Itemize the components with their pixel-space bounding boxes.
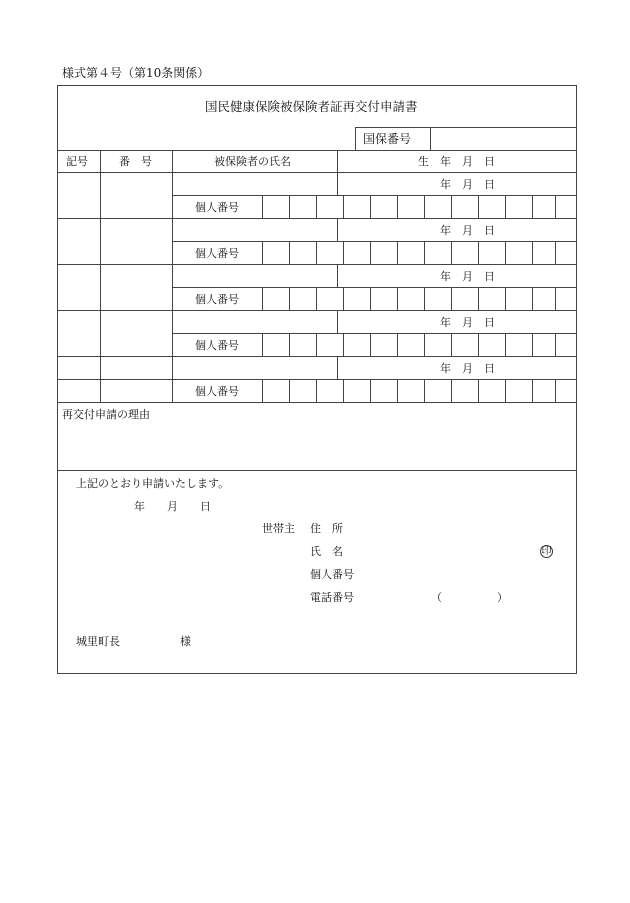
kojin-digit-cell[interactable]	[317, 334, 343, 356]
reason-bottom	[57, 470, 577, 471]
kojin-digit-cell[interactable]	[506, 242, 532, 264]
kojin-digit-cell[interactable]	[506, 196, 532, 218]
kojin-digit-cell[interactable]	[556, 196, 576, 218]
frame-top	[57, 85, 577, 86]
kojin-label-2: 個人番号	[195, 247, 239, 260]
kojin-label-1: 個人番号	[195, 201, 239, 214]
col-bangou-right	[172, 150, 173, 403]
kojin-digit-cell[interactable]	[425, 196, 451, 218]
kojin-digit-cell[interactable]	[479, 334, 505, 356]
kojin-digit-cell[interactable]	[263, 196, 289, 218]
kojin-digit-cell[interactable]	[479, 380, 505, 402]
kojin-digit-cell[interactable]	[533, 196, 555, 218]
phone-parentheses[interactable]: （ ）	[431, 591, 508, 604]
col-name-right-r4	[337, 310, 338, 334]
kojin-digit-cell[interactable]	[506, 288, 532, 310]
name-label: 氏 名	[310, 545, 343, 558]
header-bangou: 番 号	[119, 155, 152, 168]
sign-date[interactable]: 年 月 日	[134, 500, 211, 513]
header-birth: 生 年 月 日	[418, 155, 495, 168]
kojin-digit-cell[interactable]	[452, 196, 478, 218]
kojin-digit-cell[interactable]	[425, 242, 451, 264]
row3-bottom	[57, 310, 577, 311]
kojin-digit-cell[interactable]	[556, 380, 576, 402]
setainushi-label: 世帯主	[262, 522, 295, 535]
kojin-digit-cell[interactable]	[371, 380, 397, 402]
kojin-label-applicant: 個人番号	[310, 568, 354, 581]
birthdate-2[interactable]: 年 月 日	[440, 224, 495, 237]
col-name-right-r1	[337, 172, 338, 196]
table-header-top	[57, 150, 577, 151]
kojin-digit-cell[interactable]	[398, 334, 424, 356]
kojin-digit-cell[interactable]	[317, 242, 343, 264]
kojin-digit-cell[interactable]	[479, 196, 505, 218]
kojin-digit-cell[interactable]	[452, 288, 478, 310]
frame-bottom	[57, 673, 577, 674]
kojin-label-5: 個人番号	[195, 385, 239, 398]
kojin-digit-cell[interactable]	[398, 380, 424, 402]
kojin-digit-cell[interactable]	[263, 380, 289, 402]
kokuho-box-divider	[430, 127, 431, 151]
kojin-digit-cell[interactable]	[371, 288, 397, 310]
kojin-digit-cell[interactable]	[263, 334, 289, 356]
address-label: 住 所	[310, 522, 343, 535]
kojin-digit-cell[interactable]	[533, 242, 555, 264]
kojin-digit-cell[interactable]	[556, 288, 576, 310]
kojin-digit-cell[interactable]	[556, 334, 576, 356]
kojin-digit-cell[interactable]	[290, 288, 316, 310]
addressee-label: 城里町長	[76, 635, 120, 648]
kokuho-label: 国保番号	[363, 132, 412, 146]
kokuho-box-top	[355, 127, 577, 128]
kojin-digit-cell[interactable]	[533, 334, 555, 356]
kojin-digit-cell[interactable]	[263, 242, 289, 264]
reason-label: 再交付申請の理由	[62, 408, 150, 421]
kojin-digit-cell[interactable]	[290, 380, 316, 402]
kojin-digit-cell[interactable]	[344, 242, 370, 264]
birthdate-1[interactable]: 年 月 日	[440, 178, 495, 191]
kojin-digit-cell[interactable]	[479, 288, 505, 310]
kojin-digit-cell[interactable]	[290, 334, 316, 356]
birthdate-5[interactable]: 年 月 日	[440, 362, 495, 375]
kokuho-box-left	[355, 127, 356, 151]
kojin-label-3: 個人番号	[195, 293, 239, 306]
col-name-right-r5	[337, 356, 338, 380]
kojin-digit-cell[interactable]	[344, 334, 370, 356]
col-kigou-right	[100, 150, 101, 403]
kojin-digit-cell[interactable]	[317, 380, 343, 402]
kojin-digit-cell[interactable]	[317, 196, 343, 218]
kojin-digit-cell[interactable]	[371, 334, 397, 356]
col-name-right-header	[337, 150, 338, 173]
kojin-label-4: 個人番号	[195, 339, 239, 352]
kojin-digit-cell[interactable]	[452, 380, 478, 402]
kojin-digit-cell[interactable]	[263, 288, 289, 310]
row2-bottom	[57, 264, 577, 265]
kokuho-number-field[interactable]	[433, 130, 573, 148]
sama-label: 様	[180, 635, 191, 648]
kojin-digit-cell[interactable]	[452, 334, 478, 356]
kojin-digit-cell[interactable]	[425, 288, 451, 310]
kojin-digit-cell[interactable]	[317, 288, 343, 310]
table-header-bottom	[57, 172, 577, 173]
birthdate-3[interactable]: 年 月 日	[440, 270, 495, 283]
kojin-digit-cell[interactable]	[452, 242, 478, 264]
kojin-digit-cell[interactable]	[398, 196, 424, 218]
header-kigou: 記号	[66, 155, 88, 168]
kojin-digit-cell[interactable]	[371, 196, 397, 218]
kojin-digit-cell[interactable]	[344, 380, 370, 402]
kojin-digit-cell[interactable]	[290, 196, 316, 218]
seal-icon: 印	[541, 546, 552, 557]
col-name-right-r3	[337, 264, 338, 288]
form-number-label: 様式第４号（第10条関係）	[62, 66, 210, 80]
kojin-digit-cell[interactable]	[479, 242, 505, 264]
kojin-digit-cell[interactable]	[533, 380, 555, 402]
statement-text: 上記のとおり申請いたします。	[76, 477, 230, 490]
kojin-digit-cell[interactable]	[290, 242, 316, 264]
kojin-digit-cell[interactable]	[398, 288, 424, 310]
row5-bottom	[57, 402, 577, 403]
kojin-digit-cell[interactable]	[556, 242, 576, 264]
header-name: 被保険者の氏名	[214, 155, 291, 168]
row4-bottom	[57, 356, 577, 357]
kojin-digit-cell[interactable]	[398, 242, 424, 264]
kojin-digit-cell[interactable]	[506, 380, 532, 402]
kojin-digit-cell[interactable]	[344, 288, 370, 310]
kojin-digit-cell[interactable]	[533, 288, 555, 310]
form-title: 国民健康保険被保険者証再交付申請書	[205, 99, 418, 114]
kojin-digit-cell[interactable]	[371, 242, 397, 264]
col-name-right-r2	[337, 218, 338, 242]
kojin-digit-cell[interactable]	[344, 196, 370, 218]
kojin-digit-cell[interactable]	[425, 380, 451, 402]
reason-field[interactable]	[62, 425, 572, 465]
phone-label: 電話番号	[310, 591, 354, 604]
birthdate-4[interactable]: 年 月 日	[440, 316, 495, 329]
kojin-digit-cell[interactable]	[425, 334, 451, 356]
row1-bottom	[57, 218, 577, 219]
kojin-digit-cell[interactable]	[506, 334, 532, 356]
